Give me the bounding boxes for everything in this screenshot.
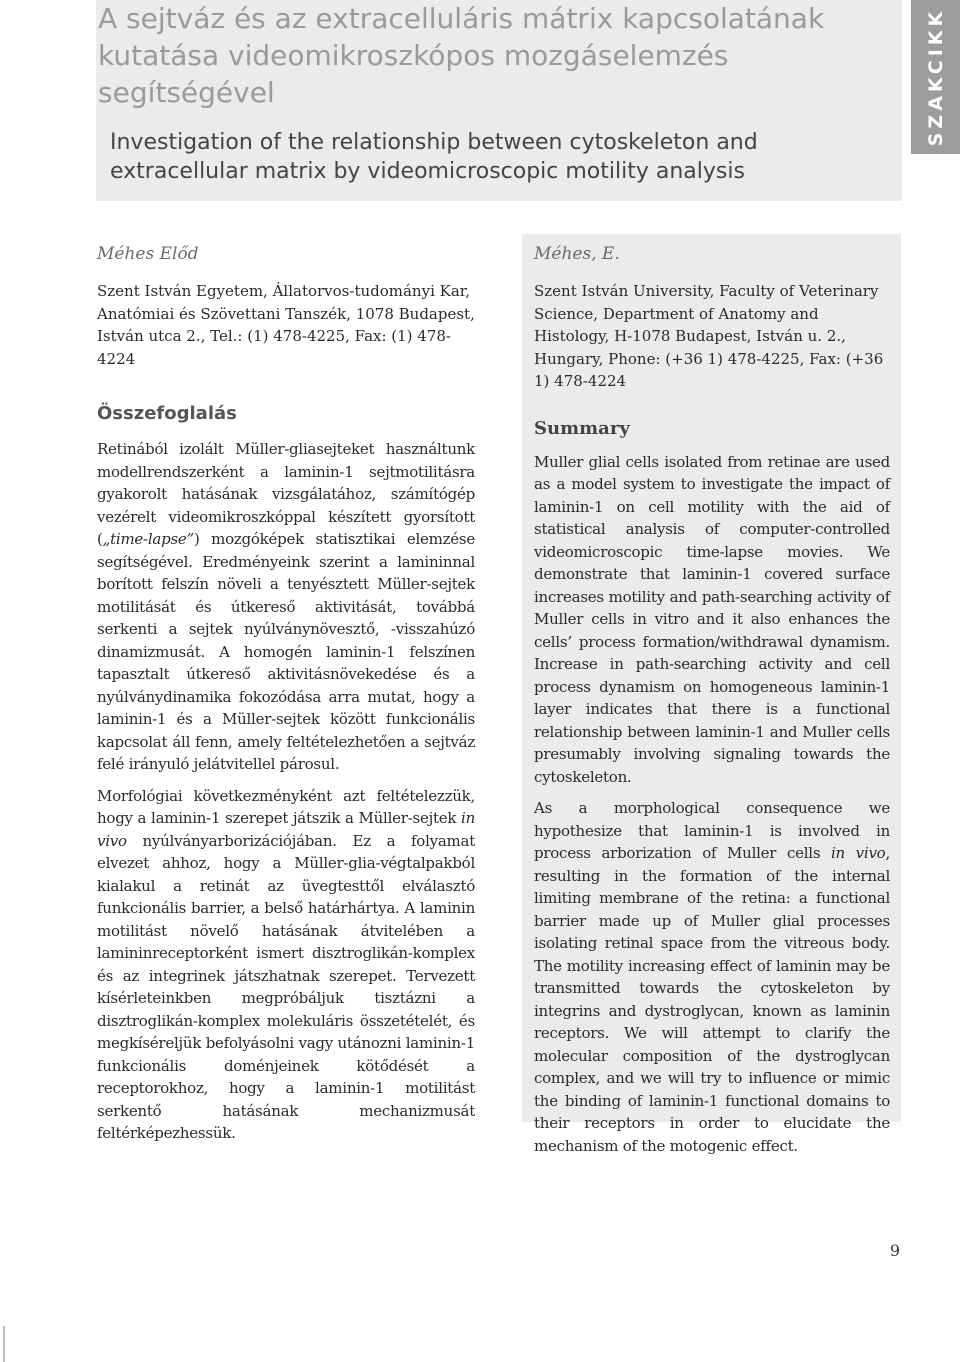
affiliation-hu: Szent István Egyetem, Állatorvos-tudományi Kar, Anatómiai és Szövettani Tanszék, 1078 Budapest, István utca 2., Tel.: (1) 478-4225, Fax: (1) 478-4224 xyxy=(97,282,475,368)
abstract-paragraph-hu-2: Morfológiai következményként azt feltételezzük, hogy a laminin-1 szerepet játszik a Müller-sejtek in vivo nyúlványarborizációjában. Ez a folyamat elvezet ahhoz, hogy a Müller-glia-végtalpakból kialakul a retinát az üvegtesttől elválasztó funkcionális barrier, a belső határhártya. A laminin motilitást növelő hatásának átvitelében a lamininreceptorként ismert disztroglikán-komplex és az integrinek játszhatnak szerepet. Tervezett kísérleteinkben megpróbáljuk tisztázni a disztroglikán-komplex molekuláris összetételét, és megkíséreljük befolyásolni vagy utánozni laminin-1 funkcionális doménjeinek kötődését a receptorokhoz, hogy a laminin-1 motilitást serkentő hatásának mechanizmusát feltérképezhessük. xyxy=(97,786,475,1142)
hungarian-title: A sejtváz és az extracelluláris mátrix kapcsolatának kutatása videomikroszkópos mozgáselemzés segítségével xyxy=(98,2,825,109)
hungarian-column xyxy=(97,242,475,1154)
summary-paragraph-2: As a morphological consequence we hypothesize that laminin-1 is involved in process arborization of Muller cells in vivo, resulting in the formation of the internal limiting membrane of the retina: a functional barrier made up of Muller glial processes isolating retinal space from the vitreous body. The motility increasing effect of laminin may be transmitted towards the cytoskeleton by integrins and dystroglycan, known as laminin receptors. We will attempt to clarify the molecular composition of the dystroglycan complex, and we will try to influence or mimic the binding of laminin-1 functional domains to their receptors in order to elucidate the mechanism of the motogenic effect. xyxy=(534,799,890,1155)
abstract-heading-hu: Összefoglalás xyxy=(97,403,237,424)
english-title: Investigation of the relationship between cytoskeleton and extracellular matrix by videomicroscopic motility analysis xyxy=(110,130,758,184)
english-column xyxy=(534,242,890,1166)
summary-heading: Summary xyxy=(534,417,630,439)
section-tab-label: SZAKCIKK xyxy=(924,7,947,147)
margin-rule xyxy=(3,1326,5,1362)
section-tab xyxy=(911,0,960,154)
summary-paragraph-1: Muller glial cells isolated from retinae are used as a model system to investigate the impact of laminin-1 on cell motility with the aid of statistical analysis of computer-controlled videomicroscopic time-lapse movies. We demonstrate that laminin-1 covered surface increases motility and path-searching activity of Muller cells in vitro and it also enhances the cells’ process formation/withdrawal dynamism. Increase in path-searching activity and cell process dynamism on homogeneous laminin-1 layer indicates that there is a functional relationship between laminin-1 and Muller cells presumably involving signaling towards the cytoskeleton. xyxy=(534,452,890,786)
author-name-en: Méhes, E. xyxy=(534,244,620,264)
abstract-paragraph-hu-1: Retinából izolált Müller-gliasejteket használtunk modellrendszerként a laminin-1 sejtmotilitásra gyakorolt hatásának vizsgálatához, számítógép vezérelt videomikroszkóppal készített gyorsított („time-lapse”) mozgóképek statisztikai elemzése segítségével. Eredményeink szerint a lamininnal borított felszín növeli a tenyésztett Müller-sejtek motilitását és útkereső aktivitását, továbbá serkenti a sejtek nyúlványnövesztő, -visszahúzó dinamizmusát. A homogén laminin-1 felszínen tapasztalt útkereső aktivitásnövekedése és a nyúlványdinamika fokozódása arra mutat, hogy a laminin-1 és a Müller-sejtek között funkcionális kapcsolat áll fenn, amely feltételezhetően a sejtváz felé irányuló jelátvitellel párosul. xyxy=(97,440,475,773)
affiliation-en: Szent István University, Faculty of Veterinary Science, Department of Anatomy and Histology, H-1078 Budapest, István u. 2., Hungary, Phone: (+36 1) 478-4225, Fax: (+36 1) 478-4224 xyxy=(534,282,884,390)
page-number: 9 xyxy=(889,1241,900,1260)
author-name-hu: Méhes Előd xyxy=(97,244,199,264)
